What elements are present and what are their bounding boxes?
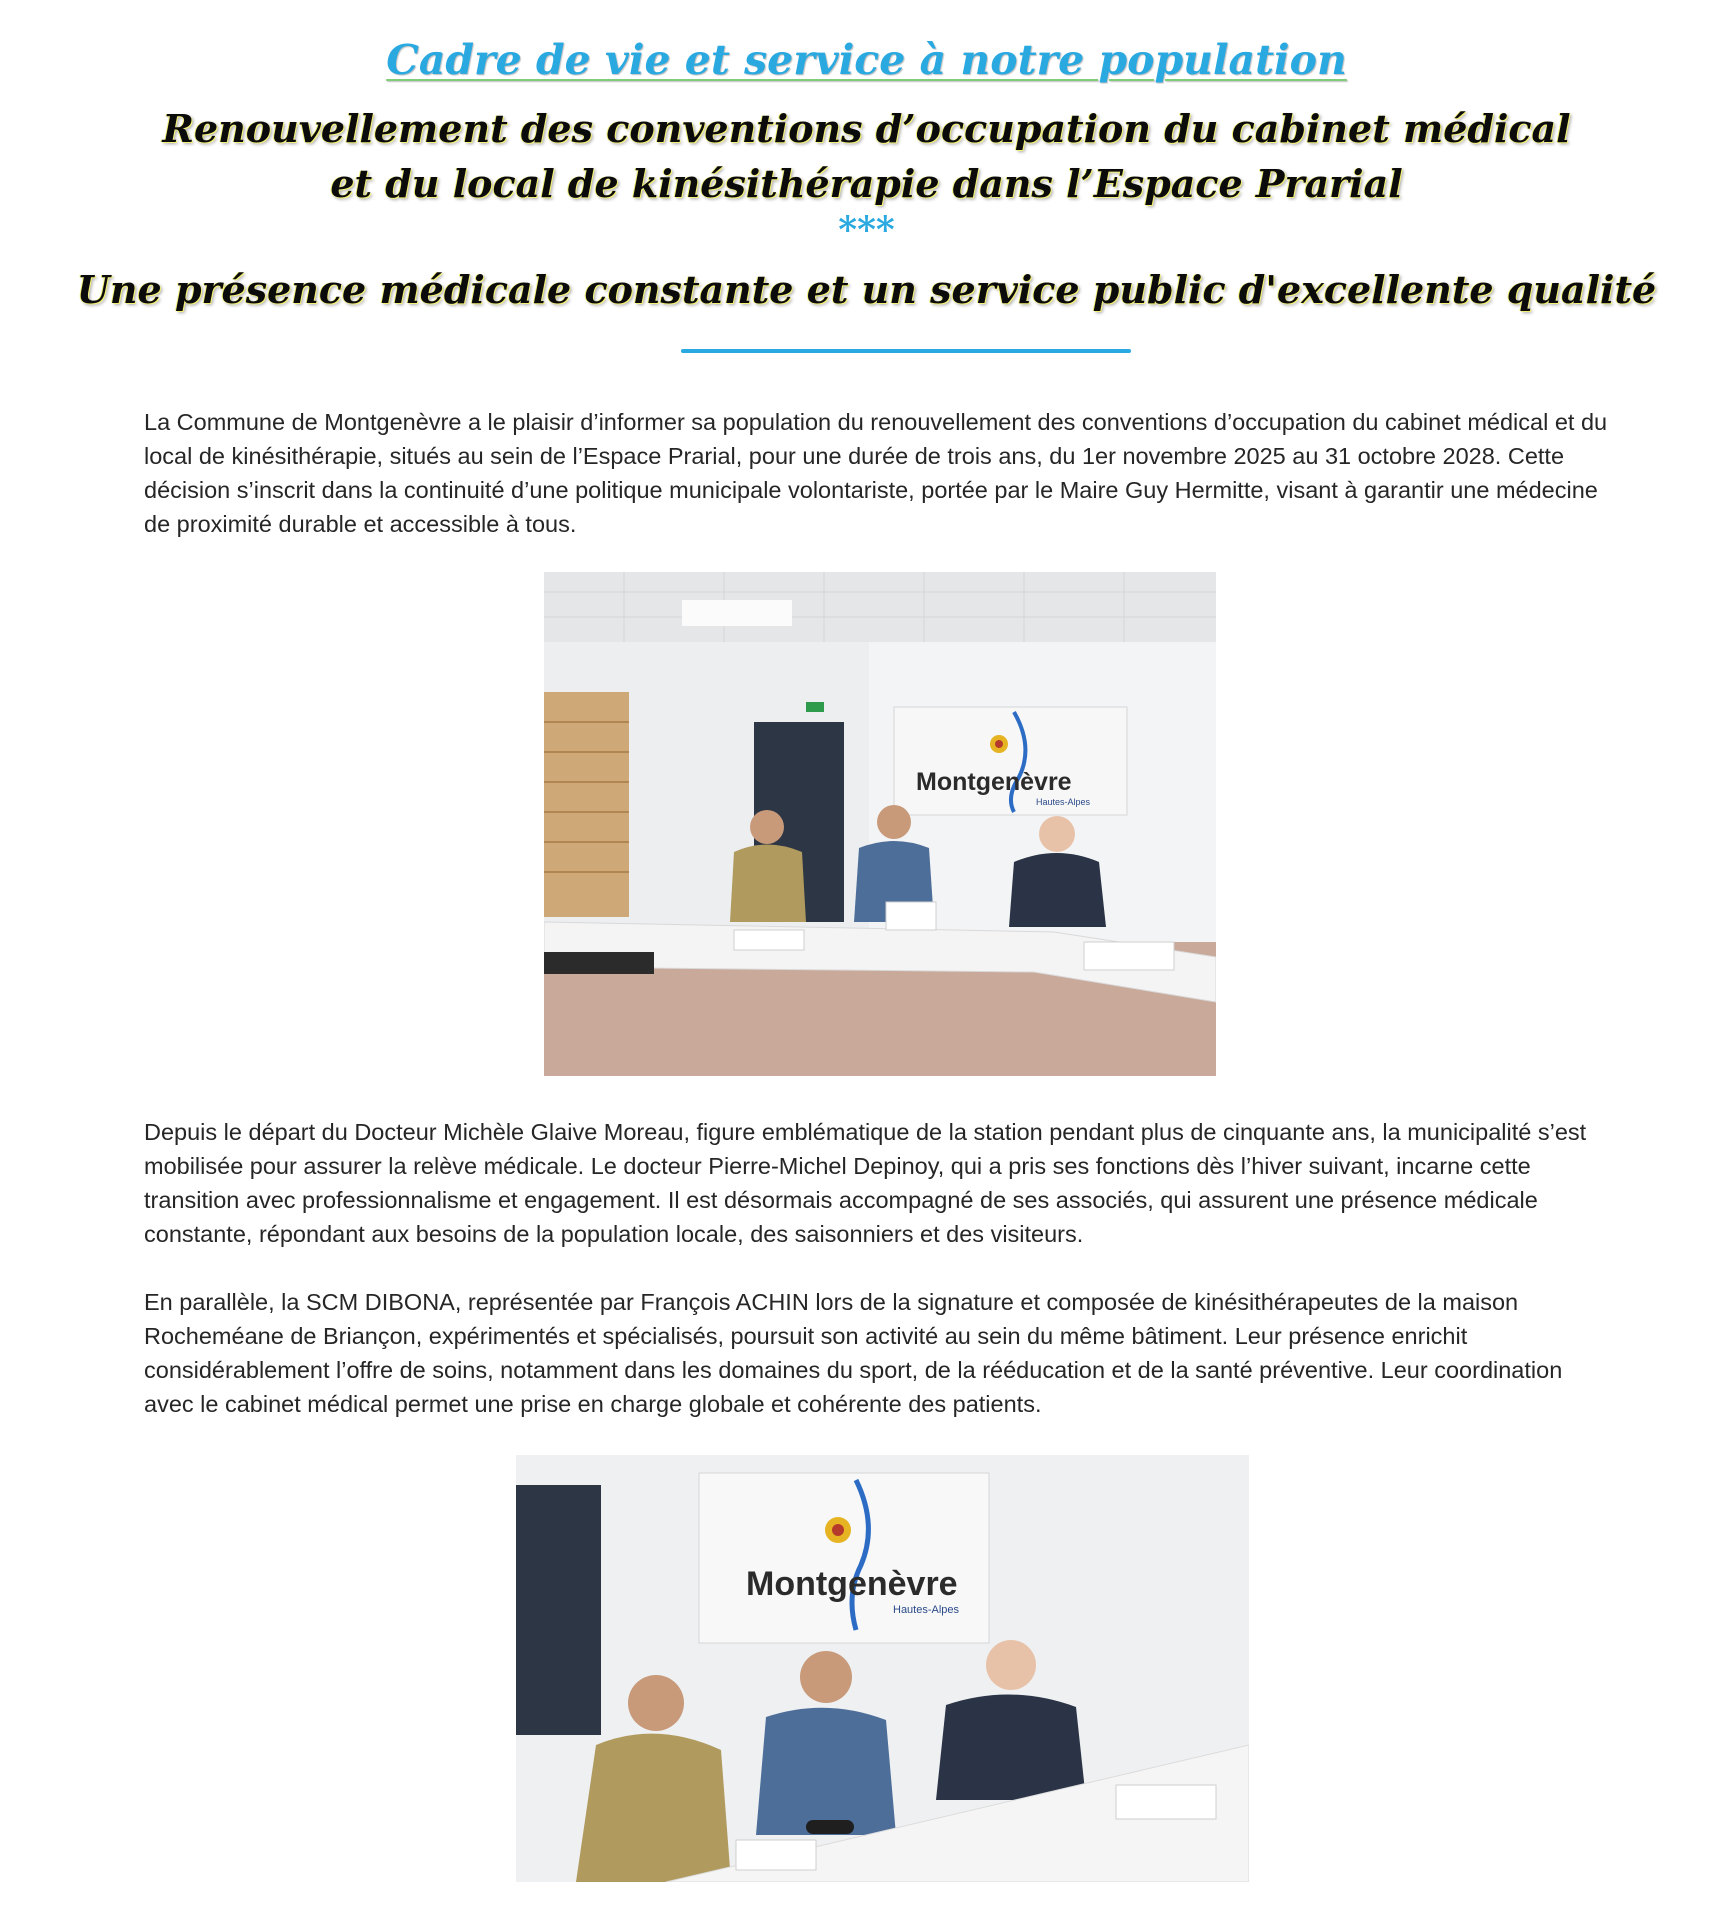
main-title-line-2: et du local de kinésithérapie dans l’Espace Prarial	[330, 161, 1403, 206]
paragraph-intro: La Commune de Montgenèvre a le plaisir d’informer sa population du renouvellement des conventions d’occupation du cabinet médical et du local de kinésithérapie, situés au sein de l’Espace Prarial, pour une durée de trois ans, du 1er novembre 2025 au 31 octobre 2028. Cette décision s’inscrit dans la continuité d’une politique municipale volontariste, portée par le Maire Guy Hermitte, visant à garantir une médecine de proximité durable et accessible à tous.	[144, 409, 1608, 537]
subtitle: Une présence médicale constante et un service public d'excellente qualité	[76, 267, 1657, 312]
title-separator: ***	[838, 209, 895, 251]
paragraph-medical-succession: Depuis le départ du Docteur Michèle Glaive Moreau, figure emblématique de la station pendant plus de cinquante ans, la municipalité s’est mobilisée pour assurer la relève médicale. Le docteur Pierre-Michel Depinoy, qui a pris ses fonctions dès l’hiver suivant, incarne cette transition avec professionnalisme et engagement. Il est désormais accompagné de ses associés, qui assurent une présence médicale constante, répondant aux besoins de la population locale, des saisonniers et des visiteurs.	[144, 1119, 1587, 1247]
paragraph-physiotherapy: En parallèle, la SCM DIBONA, représentée par François ACHIN lors de la signature et composée de kinésithérapeutes de la maison Rocheméane de Briançon, expérimentés et spécialisés, poursuit son activité au sein du même bâtiment. Leur présence enrichit considérablement l’offre de soins, notamment dans les domaines du sport, de la rééducation et de la santé préventive. Leur coordination avec le cabinet médical permet une prise en charge globale et cohérente des patients.	[144, 1289, 1563, 1417]
banner-region-text: Hautes-Alpes	[1036, 797, 1091, 807]
banner-region-text-2: Hautes-Alpes	[893, 1604, 960, 1616]
photo-signing-wide	[544, 572, 1216, 1076]
banner-brand-text: Montgenèvre	[916, 768, 1072, 796]
banner-brand-text-2: Montgenèvre	[746, 1565, 958, 1603]
section-title: Cadre de vie et service à notre population	[386, 36, 1347, 84]
divider-line	[681, 349, 1131, 353]
photo-signing-close	[516, 1455, 1249, 1882]
main-title-line-1: Renouvellement des conventions d’occupation du cabinet médical	[162, 106, 1571, 151]
